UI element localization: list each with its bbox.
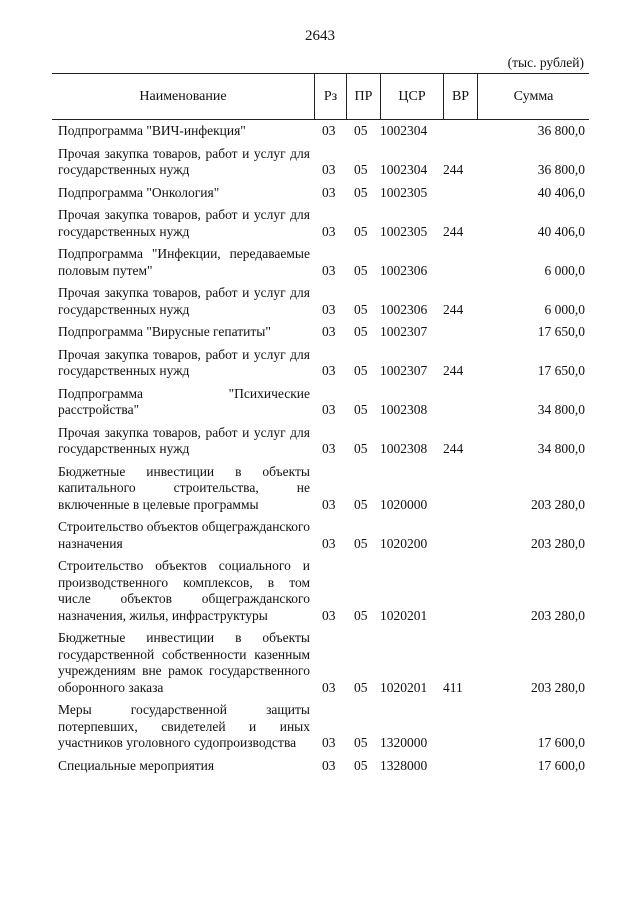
table-row — [52, 756, 589, 775]
row-pr: 05 — [354, 162, 368, 177]
row-vr: 411 — [443, 679, 463, 695]
row-sum: 17 600,0 — [537, 757, 585, 773]
row-rz: 03 — [322, 441, 336, 456]
row-pr: 05 — [354, 184, 368, 200]
row-csr: 1002306 — [380, 301, 428, 317]
header-vr: ВР — [443, 74, 477, 120]
row-sum: 203 280,0 — [531, 607, 585, 623]
row-sum: 6 000,0 — [544, 262, 585, 278]
table-header — [52, 73, 589, 120]
table-row — [52, 628, 589, 696]
row-rz: 03 — [322, 223, 336, 239]
table-row — [52, 700, 589, 752]
row-csr: 1002308 — [380, 402, 428, 417]
row-csr: 1002306 — [380, 262, 428, 278]
row-name: Строительство объектов социального и производственного комплексов, в том числе объектов общегражданского назначения, жилья, инфраструктуры — [58, 558, 310, 623]
row-pr: 05 — [354, 496, 368, 512]
row-rz: 03 — [322, 607, 336, 623]
row-csr: 1002305 — [380, 223, 428, 239]
row-vr: 244 — [443, 441, 464, 456]
row-pr: 05 — [354, 262, 368, 278]
row-name: Прочая закупка товаров, работ и услуг для государственных нужд — [58, 285, 310, 317]
table-row — [52, 423, 589, 458]
table-row — [52, 283, 589, 318]
table-row — [52, 345, 589, 380]
row-name: Подпрограмма "ВИЧ-инфекция" — [58, 123, 246, 138]
header-csr: ЦСР — [380, 74, 443, 120]
row-sum: 34 800,0 — [537, 441, 585, 456]
row-csr: 1020201 — [380, 607, 428, 623]
row-csr: 1002308 — [380, 441, 428, 456]
row-csr: 1002304 — [380, 162, 428, 177]
row-pr: 05 — [354, 223, 368, 239]
row-csr: 1020200 — [380, 535, 428, 551]
row-name: Специальные мероприятия — [58, 757, 215, 773]
row-name: Подпрограмма "Онкология" — [58, 184, 220, 200]
row-sum: 40 406,0 — [537, 184, 585, 200]
table-body — [52, 121, 589, 778]
row-pr: 05 — [354, 123, 368, 138]
row-pr: 05 — [354, 363, 368, 378]
row-vr: 244 — [443, 162, 464, 177]
row-rz: 03 — [322, 301, 336, 317]
table-row — [52, 322, 589, 341]
row-pr: 05 — [354, 402, 368, 417]
row-name: Прочая закупка товаров, работ и услуг для государственных нужд — [58, 424, 310, 456]
row-sum: 40 406,0 — [537, 223, 585, 239]
table-row — [52, 183, 589, 202]
row-pr: 05 — [354, 607, 368, 623]
row-sum: 6 000,0 — [544, 301, 585, 317]
row-csr: 1320000 — [380, 735, 428, 750]
row-name: Подпрограмма "Вирусные гепатиты" — [58, 324, 271, 339]
row-name: Подпрограмма "Психические расстройства" — [58, 385, 310, 417]
row-sum: 34 800,0 — [537, 402, 585, 417]
row-rz: 03 — [322, 123, 336, 138]
row-vr: 244 — [443, 301, 464, 317]
page-number: 2643 — [305, 28, 335, 44]
table-row — [52, 121, 589, 140]
row-csr: 1020201 — [380, 679, 428, 695]
row-csr: 1002305 — [380, 184, 428, 200]
row-rz: 03 — [322, 402, 336, 417]
row-rz: 03 — [322, 757, 336, 773]
units-label: (тыс. рублей) — [507, 55, 584, 70]
header-name: Наименование — [139, 89, 227, 104]
row-pr: 05 — [354, 301, 368, 317]
row-csr: 1020000 — [380, 496, 428, 512]
table-row — [52, 556, 589, 624]
table-row — [52, 384, 589, 419]
header-rz: Рз — [314, 74, 346, 120]
row-pr: 05 — [354, 441, 368, 456]
row-csr: 1002304 — [380, 123, 428, 138]
row-vr: 244 — [443, 363, 464, 378]
header-pr: ПР — [346, 74, 380, 120]
row-rz: 03 — [322, 679, 336, 695]
row-sum: 203 280,0 — [531, 679, 585, 695]
row-name: Подпрограмма "Инфекции, передаваемые половым путем" — [58, 246, 310, 278]
row-sum: 36 800,0 — [537, 123, 585, 138]
row-rz: 03 — [322, 363, 336, 378]
table-row — [52, 205, 589, 240]
row-sum: 36 800,0 — [537, 162, 585, 177]
row-sum: 203 280,0 — [531, 496, 585, 512]
row-vr: 244 — [443, 223, 464, 239]
row-rz: 03 — [322, 184, 336, 200]
row-sum: 17 650,0 — [537, 324, 585, 339]
row-name: Прочая закупка товаров, работ и услуг для государственных нужд — [58, 207, 310, 239]
row-name: Меры государственной защиты потерпевших, свидетелей и иных участников уголовного судопроизводства — [58, 702, 310, 750]
row-pr: 05 — [354, 679, 368, 695]
row-rz: 03 — [322, 735, 336, 750]
row-name: Бюджетные инвестиции в объекты государственной собственности казенным учреждениям вне рамок государственного оборонного заказа — [58, 630, 310, 695]
row-csr: 1328000 — [380, 757, 428, 773]
row-pr: 05 — [354, 735, 368, 750]
row-rz: 03 — [322, 324, 336, 339]
row-pr: 05 — [354, 757, 368, 773]
row-rz: 03 — [322, 496, 336, 512]
row-rz: 03 — [322, 535, 336, 551]
row-name: Прочая закупка товаров, работ и услуг для государственных нужд — [58, 145, 310, 177]
table-row — [52, 517, 589, 552]
row-rz: 03 — [322, 162, 336, 177]
row-csr: 1002307 — [380, 363, 428, 378]
row-name: Бюджетные инвестиции в объекты капитального строительства, не включенные в целевые программы — [58, 463, 310, 512]
row-sum: 203 280,0 — [531, 535, 585, 551]
row-csr: 1002307 — [380, 324, 428, 339]
row-pr: 05 — [354, 535, 368, 551]
row-pr: 05 — [354, 324, 368, 339]
row-sum: 17 600,0 — [537, 735, 585, 750]
header-sum: Сумма — [477, 74, 589, 120]
table-row — [52, 244, 589, 279]
row-sum: 17 650,0 — [537, 363, 585, 378]
row-name: Строительство объектов общегражданского назначения — [58, 519, 310, 551]
table-row — [52, 144, 589, 179]
row-name: Прочая закупка товаров, работ и услуг для государственных нужд — [58, 346, 310, 378]
table-row — [52, 462, 589, 514]
row-rz: 03 — [322, 262, 336, 278]
